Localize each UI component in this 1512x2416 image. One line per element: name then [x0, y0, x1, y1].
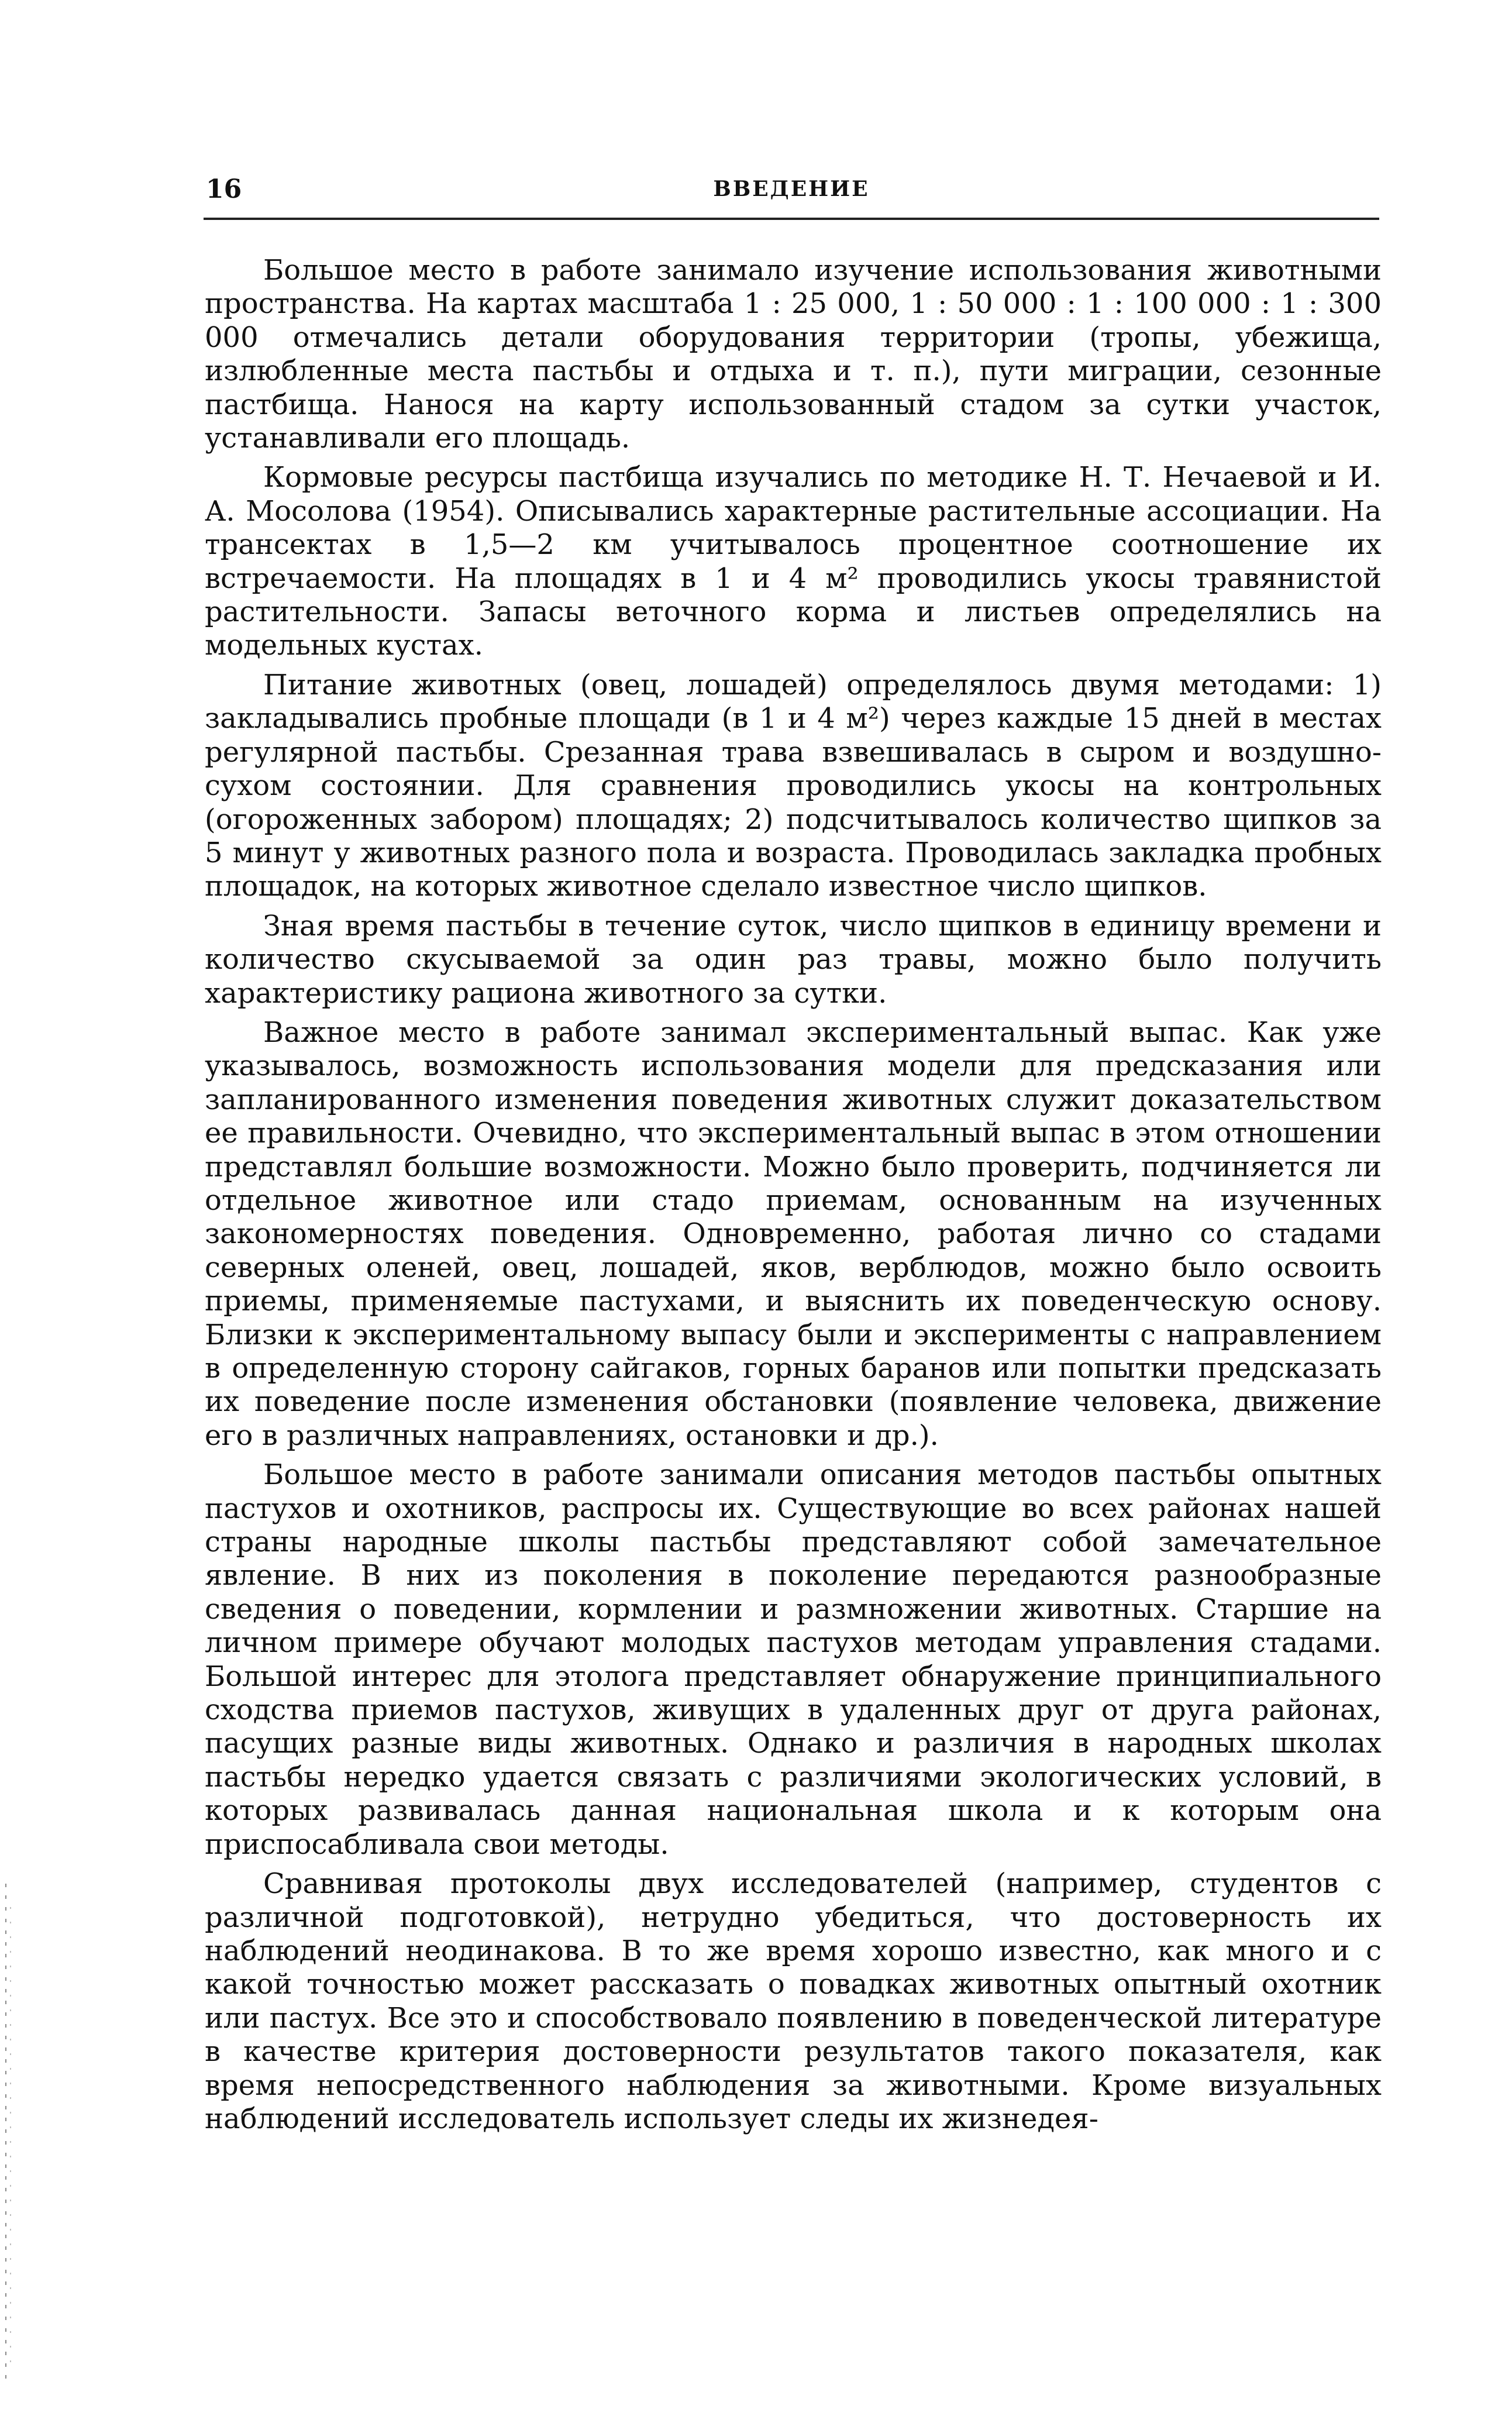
page-number: 16 — [206, 174, 242, 204]
header-rule — [204, 218, 1379, 220]
running-header — [204, 171, 1379, 212]
paragraph: Сравнивая протоколы двух исследователей (например, студентов с различной подготовкой), нетрудно убедиться, что достоверность их наблюдений неодинакова. В то же время хорошо известно, как много и с какой точностью может рассказать о повадках животных опытный охотник или пастух. Все это и способствовало появлению в поведенческой литературе в качестве критерия достоверности результатов такого показателя, как время непосредственного наблюдения за животными. Кроме визуальных наблюдений исследователь использует следы их жизнедея- — [205, 1867, 1382, 2135]
paragraph: Важное место в работе занимал экспериментальный выпас. Как уже указывалось, возможность использования модели для предсказания или запланированного изменения поведения животных служит доказательством ее правильности. Очевидно, что экспериментальный выпас в этом отношении представлял большие возможности. Можно было проверить, подчиняется ли отдельное животное или стадо приемам, основанным на изученных закономерностях поведения. Одновременно, работая лично со стадами северных оленей, овец, лошадей, яков, верблюдов, можно было освоить приемы, применяемые пастухами, и выяснить их поведенческую основу. Близки к экспериментальному выпасу были и эксперименты с направлением в определенную сторону сайгаков, горных баранов или попытки предсказать их поведение после изменения обстановки (появление человека, движение его в различных направлениях, остановки и др.). — [205, 1016, 1382, 1452]
paragraph: Зная время пастьбы в течение суток, число щипков в единицу времени и количество скусываемой за один раз травы, можно было получить характеристику рациона животного за сутки. — [205, 909, 1382, 1010]
paragraph: Большое место в работе занимали описания методов пастьбы опытных пастухов и охотников, распросы их. Существующие во всех районах нашей страны народные школы пастьбы представляют собой замечательное явление. В них из поколения в поколение передаются разнообразные сведения о поведении, кормлении и размножении животных. Старшие на личном примере обучают молодых пастухов методам управления стадами. Большой интерес для этолога представляет обнаружение принципиального сходства приемов пастухов, живущих в удаленных друг от друга районах, пасущих разные виды животных. Однако и различия в народных школах пастьбы нередко удается связать с различиями экологических условий, в которых развивалась данная национальная школа и к которым она приспосабливала свои методы. — [205, 1458, 1382, 1861]
paragraph: Большое место в работе занимало изучение использования животными пространства. На картах масштаба 1 : 25 000, 1 : 50 000 : 1 : 100 000 : 1 : 300 000 отмечались детали оборудования территории (тропы, убежища, излюбленные места пастьбы и отдыха и т. п.), пути миграции, сезонные пастбища. Нанося на карту использованный стадом за сутки участок, устанавливали его площадь. — [205, 254, 1382, 455]
paragraph: Кормовые ресурсы пастбища изучались по методике Н. Т. Нечаевой и И. А. Мосолова (1954). Описывались характерные растительные ассоциации. На трансектах в 1,5—2 км учитывалось процентное соотношение их встречаемости. На площадях в 1 и 4 м² проводились укосы травянистой растительности. Запасы веточного корма и листьев определялись на модельных кустах. — [205, 461, 1382, 662]
body-text — [205, 254, 1382, 2142]
paragraph: Питание животных (овец, лошадей) определялось двумя методами: 1) закладывались пробные площади (в 1 и 4 м²) через каждые 15 дней в местах регулярной пастьбы. Срезанная трава взвешивалась в сыром и воздушно-сухом состоянии. Для сравнения проводились укосы на контрольных (огороженных забором) площадях; 2) подсчитывалось количество щипков за 5 минут у животных разного пола и возраста. Проводилась закладка пробных площадок, на которых животное сделало известное число щипков. — [205, 668, 1382, 903]
scan-edge-noise — [0, 1872, 18, 2398]
running-title: ВВЕДЕНИЕ — [713, 177, 870, 201]
